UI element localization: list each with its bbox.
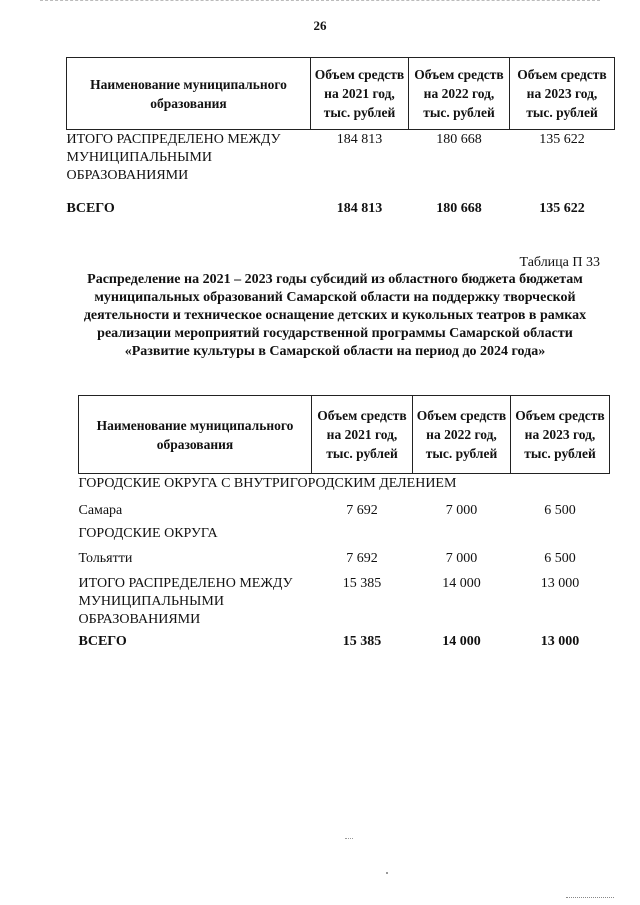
section-title: ГОРОДСКИЕ ОКРУГА bbox=[78, 525, 218, 541]
table-1-header-row bbox=[67, 58, 615, 130]
scan-noise-corner bbox=[566, 893, 614, 898]
scan-speck bbox=[345, 838, 353, 842]
section-title: ГОРОДСКИЕ ОКРУГА С ВНУТРИГОРОДСКИМ ДЕЛЕНИЕМ bbox=[78, 476, 457, 491]
table-row-total bbox=[67, 200, 615, 218]
value-2021: 15 385 bbox=[342, 633, 382, 649]
table-row-itogo bbox=[79, 573, 610, 633]
value-2022: 180 668 bbox=[436, 200, 482, 216]
table-2 bbox=[78, 395, 610, 651]
table-row bbox=[79, 545, 610, 573]
header-2021: Объем средств на 2021 год, тыс. рублей bbox=[312, 396, 413, 474]
header-2023: Объем средств на 2023 год, тыс. рублей bbox=[511, 396, 610, 474]
page-number: 26 bbox=[313, 18, 327, 33]
section-title-row bbox=[79, 474, 610, 498]
value-2021: 7 692 bbox=[346, 550, 378, 566]
row-name: ИТОГО РАСПРЕДЕЛЕНО МЕЖДУ МУНИЦИПАЛЬНЫМИ ОБРАЗОВАНИЯМИ bbox=[66, 132, 281, 183]
header-2023: Объем средств на 2023 год, тыс. рублей bbox=[510, 58, 615, 130]
value-2022: 14 000 bbox=[442, 633, 481, 649]
value-2022: 7 000 bbox=[445, 550, 478, 566]
table-1 bbox=[66, 57, 615, 218]
table-row-total bbox=[79, 633, 610, 651]
table-caption-title: Распределение на 2021 – 2023 годы субсидий из областного бюджета бюджетам муниципальных образований Самарской области на поддержку творческой деятельности и техническое оснащение детских и кукольных театров в рамках реализации мероприятий государственной программы Самарской области «Развитие культуры в Самарской области на период до 2024 года» bbox=[83, 272, 587, 359]
value-2021: 7 692 bbox=[346, 502, 378, 518]
table-2-header-row bbox=[79, 396, 610, 474]
scan-speck bbox=[386, 872, 388, 874]
value-2021: 184 813 bbox=[336, 200, 383, 216]
value-2023: 6 500 bbox=[544, 502, 576, 518]
header-name: Наименование муниципального образования bbox=[79, 396, 312, 474]
value-2023: 135 622 bbox=[539, 200, 585, 216]
top-edge-line bbox=[40, 0, 600, 2]
value-2023: 135 622 bbox=[539, 132, 585, 147]
row-name: ВСЕГО bbox=[78, 633, 127, 649]
header-name: Наименование муниципального образования bbox=[67, 58, 311, 130]
value-2023: 13 000 bbox=[540, 633, 580, 649]
value-2022: 7 000 bbox=[445, 502, 478, 518]
header-2021: Объем средств на 2021 год, тыс. рублей bbox=[311, 58, 409, 130]
row-name: Тольятти bbox=[78, 550, 133, 566]
value-2023: 6 500 bbox=[544, 550, 576, 566]
row-name: ВСЕГО bbox=[66, 200, 115, 216]
header-2022: Объем средств на 2022 год, тыс. рублей bbox=[409, 58, 510, 130]
table-row bbox=[79, 498, 610, 522]
value-2022: 14 000 bbox=[442, 575, 481, 591]
value-2023: 13 000 bbox=[540, 575, 580, 591]
value-2021: 15 385 bbox=[342, 575, 382, 591]
table-row bbox=[67, 130, 615, 200]
table-caption-label: Таблица П 33 bbox=[519, 255, 600, 270]
row-name: Самара bbox=[78, 502, 123, 518]
row-name: ИТОГО РАСПРЕДЕЛЕНО МЕЖДУ МУНИЦИПАЛЬНЫМИ ОБРАЗОВАНИЯМИ bbox=[78, 575, 293, 627]
section-title-row bbox=[79, 522, 610, 545]
value-2022: 180 668 bbox=[436, 132, 482, 147]
value-2021: 184 813 bbox=[336, 132, 383, 147]
header-2022: Объем средств на 2022 год, тыс. рублей bbox=[413, 396, 511, 474]
